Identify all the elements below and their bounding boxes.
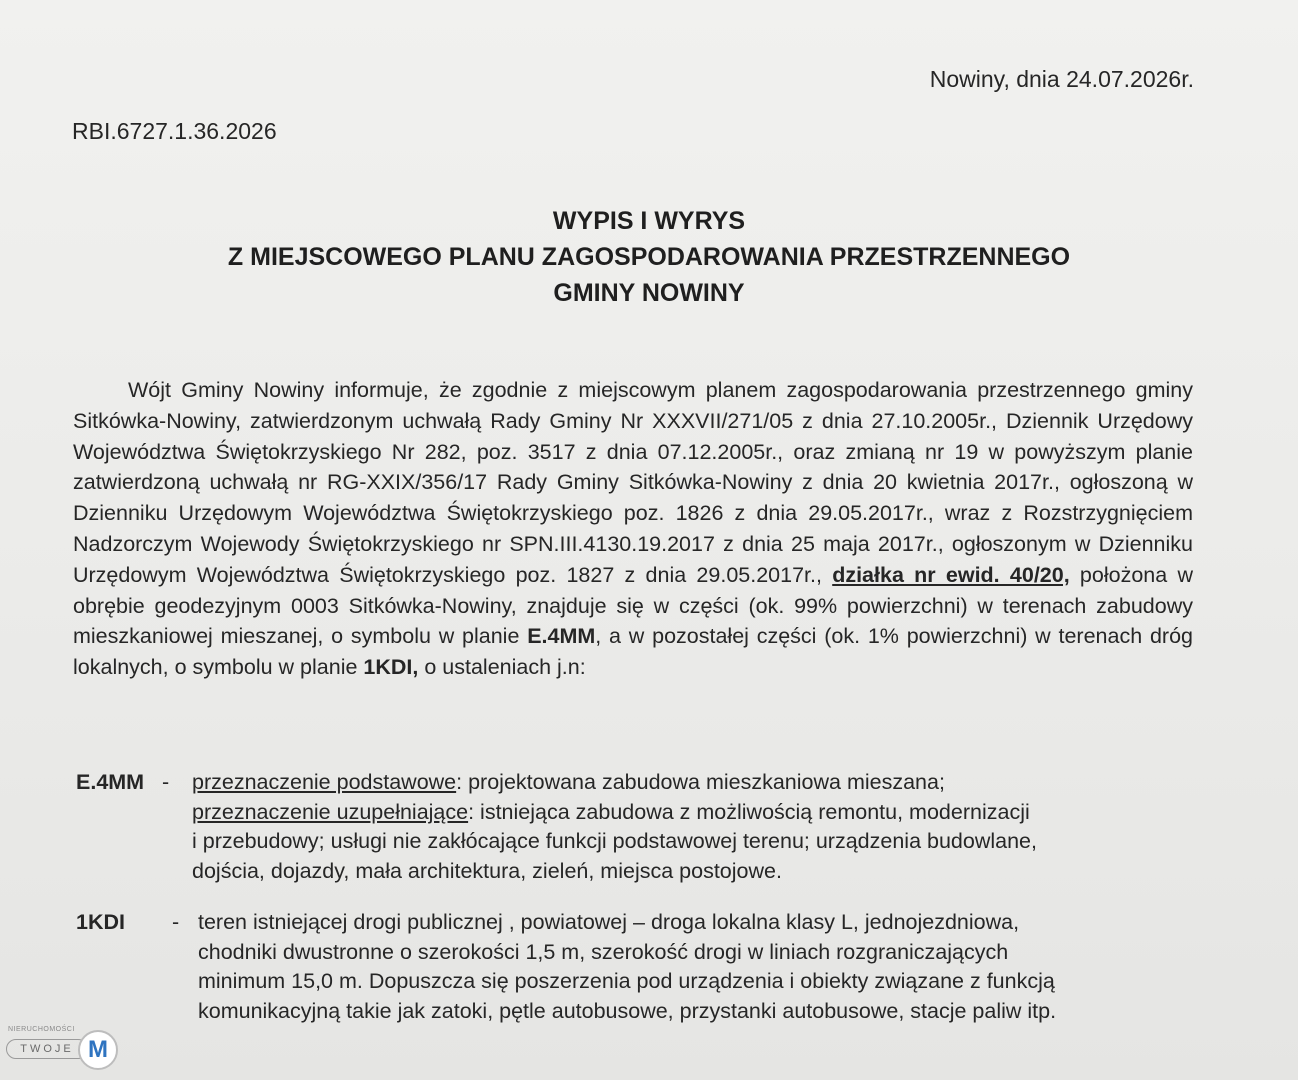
- definition-line-3: minimum 15,0 m. Dopuszcza się poszerzenia pod urządzenia i obiekty związane z funkcją: [198, 969, 1055, 993]
- definition-text: [198, 908, 1193, 1026]
- watermark-m-icon: M: [78, 1030, 118, 1070]
- secondary-purpose-text: : istniejąca zabudowa z możliwością remontu, modernizacji: [468, 799, 1030, 824]
- definition-symbol: E.4MM: [76, 770, 145, 794]
- secondary-purpose-label: przeznaczenie uzupełniające: [192, 799, 469, 824]
- definition-dash: -: [172, 910, 180, 934]
- definition-line-1: teren istniejącej drogi publicznej , powiatowej – droga lokalna klasy L, jednojezdniowa,: [198, 910, 1020, 934]
- primary-purpose-label: przeznaczenie podstawowe: [192, 770, 457, 794]
- document-title: [0, 203, 1298, 311]
- plan-symbol-1kdi: 1KDI,: [363, 655, 419, 680]
- paragraph-text-3: , a w pozostałej części (ok. 1% powierzchni) w terenach dróg lokalnych, o symbolu w planie: [73, 624, 1193, 680]
- paragraph-text-1: Wójt Gminy Nowiny informuje, że zgodnie z miejscowym planem zagospodarowania przestrzennego gminy Sitkówka-Nowiny, zatwierdzonym uchwałą Rady Gminy Nr XXXVII/271/05 z dnia 27.10.2005r., Dziennik Urzędowy Województwa Świętokrzyskiego Nr 282, poz. 3517 z dnia 07.12.2005r., oraz zmianą nr 19 w powyższym planie zatwierdzoną uchwałą nr RG-XXIX/356/17 Rady Gminy Sitkówka-Nowiny z dnia 20 kwietnia 2017r., ogłoszoną w Dzienniku Urzędowym Województwa Świętokrzyskiego poz. 1826 z dnia 29.05.2017r., wraz z Rozstrzygnięciem Nadzorczym Wojewody Świętokrzyskiego nr SPN.III.4130.19.2017 z dnia 25 maja 2017r., ogłoszonym w Dzienniku Urzędowym Województwa Świętokrzyskiego poz. 1827 z dnia 29.05.2017r.,: [73, 378, 1193, 587]
- definition-symbol: 1KDI: [76, 910, 125, 934]
- plan-symbol-e4mm: E.4MM: [527, 624, 596, 649]
- title-line-3: GMINY NOWINY: [553, 279, 745, 307]
- watermark-logo: [6, 1026, 116, 1074]
- watermark-caption: NIERUCHOMOŚCI: [8, 1026, 75, 1033]
- definition-line-4: dojścia, dojazdy, mała architektura, zieleń, miejsca postojowe.: [192, 858, 782, 883]
- primary-purpose-text: : projektowana zabudowa mieszkaniowa mieszana;: [456, 770, 945, 794]
- paragraph-text-2: położona w obrębie geodezyjnym 0003 Sitkówka-Nowiny, znajduje się w części (ok. 99% powierzchni) w terenach zabudowy mieszkaniowej mieszanej, o symbolu w planie: [73, 562, 1193, 649]
- reference-number: RBI.6727.1.36.2026: [72, 118, 277, 144]
- title-line-1: WYPIS I WYRYS: [552, 207, 746, 235]
- watermark-pill: TWOJE: [6, 1039, 88, 1059]
- title-line-2: Z MIEJSCOWEGO PLANU ZAGOSPODAROWANIA PRZESTRZENNEGO: [227, 243, 1071, 271]
- definition-line-2: chodniki dwustronne o szerokości 1,5 m, szerokość drogi w liniach rozgraniczających: [198, 939, 1009, 964]
- parcel-number: działka nr ewid. 40/20,: [832, 562, 1070, 587]
- definition-line-4: komunikacyjną takie jak zatoki, pętle autobusowe, przystanki autobusowe, stacje paliw itp.: [198, 998, 1057, 1023]
- definition-1kdi: [76, 908, 1196, 1028]
- definition-dash: -: [162, 770, 170, 794]
- main-paragraph: [73, 375, 1193, 683]
- document-date: Nowiny, dnia 24.07.2026r.: [929, 66, 1194, 92]
- definition-e4mm: [76, 768, 1176, 888]
- definition-text: [192, 768, 1182, 886]
- definition-line-3: i przebudowy; usługi nie zakłócające funkcji podstawowej terenu; urządzenia budowlane,: [192, 829, 1037, 853]
- paragraph-text-4: o ustaleniach j.n:: [418, 655, 586, 680]
